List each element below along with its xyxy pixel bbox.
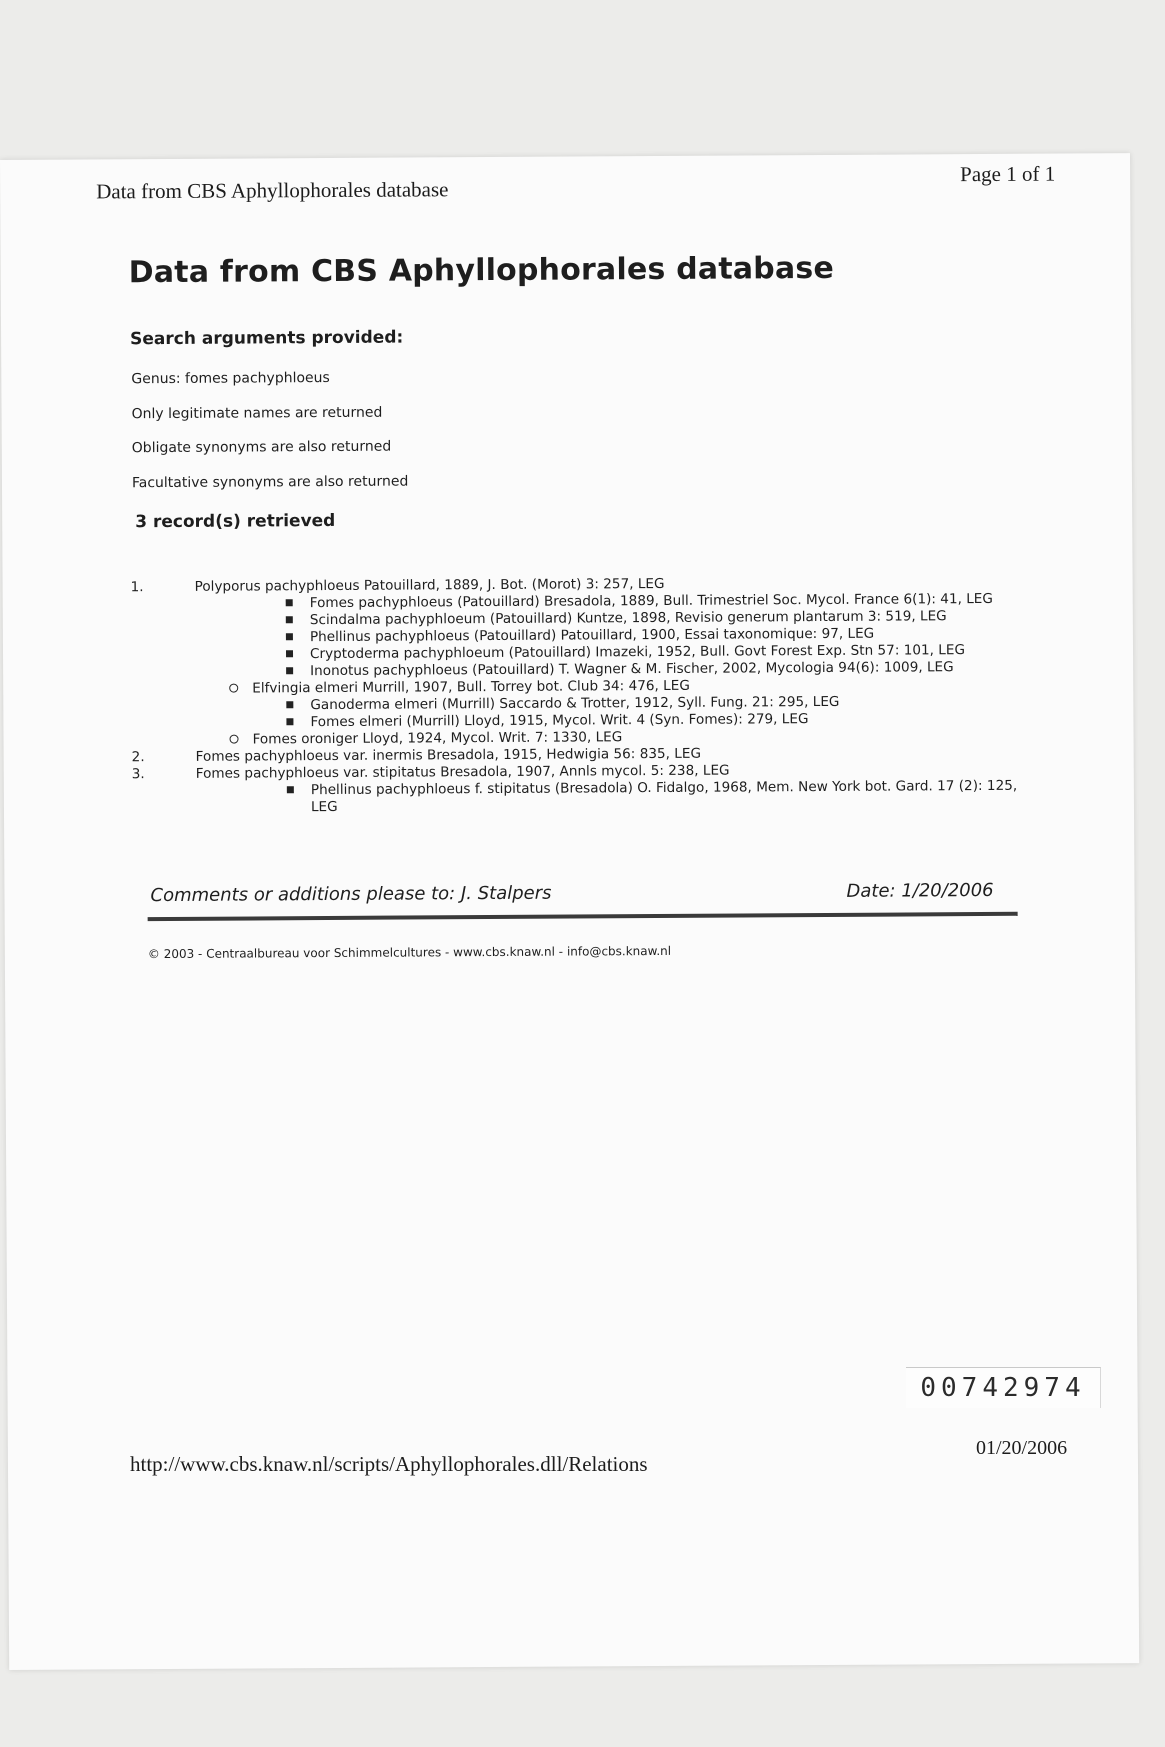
- print-footer-url: http://www.cbs.knaw.nl/scripts/Aphyllophorales.dll/Relations: [130, 1452, 648, 1476]
- report-date: Date: 1/20/2006: [846, 879, 994, 902]
- synonym-item: Ganoderma elmeri (Murrill) Saccardo & Trotter, 1912, Syll. Fung. 21: 295, LEG: [163, 693, 1023, 715]
- print-page-number: Page 1 of 1: [960, 161, 1056, 187]
- search-arg-genus: Genus: fomes pachyphloeus: [131, 369, 330, 388]
- synonym-item: Cryptoderma pachyphloeum (Patouillard) Imazeki, 1952, Bull. Govt Forest Exp. Stn 57: 101, LEG: [163, 642, 1023, 664]
- copyright-notice: © 2003 - Centraalbureau voor Schimmelcultures - www.cbs.knaw.nl - info@cbs.knaw.nl: [147, 943, 672, 962]
- circle-bullet-icon: [229, 684, 238, 693]
- synonym-item: Scindalma pachyphloeum (Patouillard) Kuntze, 1898, Revisio generum plantarum 3: 519, LEG: [163, 608, 1023, 630]
- synonym-item: Phellinus pachyphloeus f. stipitatus (Bresadola) O. Fidalgo, 1968, Mem. New York bot. Gard. 17 (2): 125, LEG: [164, 778, 1024, 817]
- square-bullet-icon: [286, 718, 293, 725]
- print-header-title: Data from CBS Aphyllophorales database: [96, 177, 449, 204]
- related-name-item: Fomes oroniger Lloyd, 1924, Mycol. Writ. 7: 1330, LEG: [163, 727, 1023, 749]
- related-name-item: Elfvingia elmeri Murrill, 1907, Bull. Torrey bot. Club 34: 476, LEG: [163, 676, 1023, 698]
- square-bullet-icon: [287, 786, 294, 793]
- comments-line: Comments or additions please to: J. Stalpers: [150, 882, 552, 907]
- square-bullet-icon: [286, 633, 293, 640]
- square-bullet-icon: [286, 599, 293, 606]
- synonym-item: Inonotus pachyphloeus (Patouillard) T. Wagner & M. Fischer, 2002, Mycologia 94(6): 1009, LEG: [163, 659, 1023, 681]
- record-number: 1.: [130, 579, 144, 596]
- record-text: Fomes pachyphloeus var. inermis Bresadola, 1915, Hedwigia 56: 835, LEG: [195, 745, 702, 765]
- record-number: 2.: [131, 749, 145, 766]
- square-bullet-icon: [286, 667, 293, 674]
- square-bullet-icon: [286, 650, 293, 657]
- search-arg-facultative: Facultative synonyms are also returned: [131, 473, 409, 491]
- divider: [148, 912, 1018, 921]
- records-list: [130, 574, 1024, 817]
- specimen-number-stamp: 00742974: [906, 1367, 1101, 1408]
- synonym-item: Fomes elmeri (Murrill) Lloyd, 1915, Mycol. Writ. 4 (Syn. Fomes): 279, LEG: [163, 710, 1023, 732]
- records-retrieved-count: 3 record(s) retrieved: [135, 510, 336, 533]
- circle-bullet-icon: [230, 735, 239, 744]
- search-arguments-heading: Search arguments provided:: [130, 327, 404, 350]
- record-number: 3.: [131, 766, 145, 783]
- search-arg-legitimate: Only legitimate names are returned: [131, 404, 383, 422]
- record-text: Polyporus pachyphloeus Patouillard, 1889, J. Bot. (Morot) 3: 257, LEG: [194, 575, 665, 595]
- printed-page: [0, 153, 1139, 1670]
- record-text: Fomes pachyphloeus var. stipitatus Bresadola, 1907, Annls mycol. 5: 238, LEG: [195, 762, 730, 782]
- page-title: Data from CBS Aphyllophorales database: [128, 250, 835, 291]
- search-arguments-list: [131, 370, 408, 510]
- print-footer-date: 01/20/2006: [976, 1437, 1068, 1459]
- square-bullet-icon: [286, 616, 293, 623]
- synonym-item: Phellinus pachyphloeus (Patouillard) Patouillard, 1900, Essai taxonomique: 97, LEG: [163, 625, 1023, 647]
- synonym-item: Fomes pachyphloeus (Patouillard) Bresadola, 1889, Bull. Trimestriel Soc. Mycol. France 6(1): 41, LEG: [163, 591, 1023, 613]
- search-arg-obligate: Obligate synonyms are also returned: [131, 438, 392, 457]
- square-bullet-icon: [286, 701, 293, 708]
